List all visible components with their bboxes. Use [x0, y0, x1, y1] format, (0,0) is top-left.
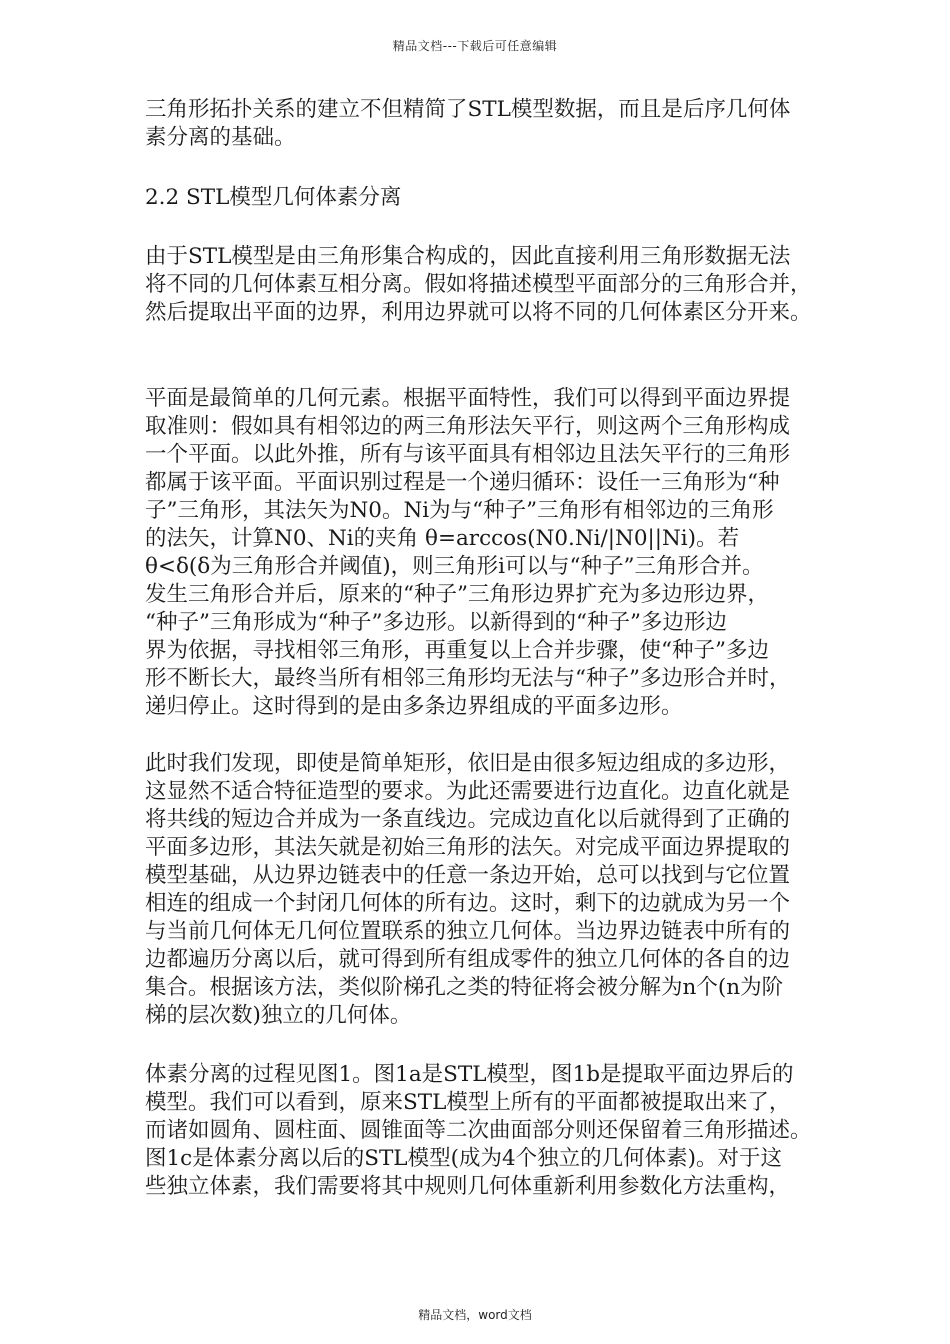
paragraph-5-line: 些独立体素，我们需要将其中规则几何体重新利用参数化方法重构，	[145, 1174, 791, 1199]
paragraph-3-line: 都属于该平面。平面识别过程是一个递归循环：设任一三角形为“种	[145, 470, 780, 495]
paragraph-4-line: 模型基础，从边界边链表中的任意一条边开始，总可以找到与它位置	[145, 863, 791, 888]
paragraph-3-line: 递归停止。这时得到的是由多条边界组成的平面多边形。	[145, 694, 683, 719]
paragraph-4-line: 边都遍历分离以后，就可得到所有组成零件的独立几何体的各自的边	[145, 947, 791, 972]
paragraph-3-line: 界为依据，寻找相邻三角形，再重复以上合并步骤，使“种子”多边	[145, 638, 769, 663]
paragraph-5-line: 图1c是体素分离以后的STL模型(成为4个独立的几何体素)。对于这	[145, 1146, 783, 1171]
paragraph-4-line: 此时我们发现，即使是简单矩形，依旧是由很多短边组成的多边形，	[145, 751, 791, 776]
section-heading: 2.2 STL模型几何体素分离	[145, 185, 402, 210]
paragraph-4-line: 梯的层次数)独立的几何体。	[145, 1003, 412, 1028]
paragraph-1-line: 素分离的基础。	[145, 125, 296, 150]
paragraph-3-line: 发生三角形合并后，原来的“种子”三角形边界扩充为多边形边界，	[145, 582, 769, 607]
paragraph-1-line: 三角形拓扑关系的建立不但精简了STL模型数据，而且是后序几何体	[145, 97, 791, 122]
page-footer: 精品文档，word文档	[418, 1308, 532, 1322]
paragraph-3-line: 平面是最简单的几何元素。根据平面特性，我们可以得到平面边界提	[145, 386, 791, 411]
page-header: 精品文档---下载后可任意编辑	[392, 39, 558, 53]
paragraph-4-line: 将共线的短边合并成为一条直线边。完成边直化以后就得到了正确的	[145, 807, 791, 832]
paragraph-4-line: 这显然不适合特征造型的要求。为此还需要进行边直化。边直化就是	[145, 779, 791, 804]
paragraph-5-line: 模型。我们可以看到，原来STL模型上所有的平面都被提取出来了，	[145, 1090, 791, 1115]
paragraph-3-line: 的法矢，计算N0、Ni的夹角 θ=arccos(N0.Ni/|N0||Ni)。若	[145, 526, 740, 551]
paragraph-3-line: 一个平面。以此外推，所有与该平面具有相邻边且法矢平行的三角形	[145, 442, 791, 467]
paragraph-3-line: “种子”三角形成为“种子”多边形。以新得到的“种子”多边形边	[145, 610, 727, 635]
paragraph-2-line: 由于STL模型是由三角形集合构成的，因此直接利用三角形数据无法	[145, 244, 791, 269]
paragraph-5-line: 体素分离的过程见图1。图1a是STL模型，图1b是提取平面边界后的	[145, 1062, 794, 1087]
paragraph-3-line: θ<δ(δ为三角形合并阈值)，则三角形i可以与“种子”三角形合并。	[145, 554, 764, 579]
paragraph-4-line: 相连的组成一个封闭几何体的所有边。这时，剩下的边就成为另一个	[145, 891, 791, 916]
paragraph-3-line: 取准则：假如具有相邻边的两三角形法矢平行，则这两个三角形构成	[145, 414, 791, 439]
paragraph-4-line: 平面多边形，其法矢就是初始三角形的法矢。对完成平面边界提取的	[145, 835, 791, 860]
paragraph-2-line: 将不同的几何体素互相分离。假如将描述模型平面部分的三角形合并，	[145, 272, 812, 297]
paragraph-2-line: 然后提取出平面的边界，利用边界就可以将不同的几何体素区分开来。	[145, 300, 812, 325]
paragraph-4-line: 与当前几何体无几何位置联系的独立几何体。当边界边链表中所有的	[145, 919, 791, 944]
paragraph-3-line: 子”三角形，其法矢为N0。Ni为与“种子”三角形有相邻边的三角形	[145, 498, 774, 523]
paragraph-5-line: 而诸如圆角、圆柱面、圆锥面等二次曲面部分则还保留着三角形描述。	[145, 1118, 812, 1143]
paragraph-4-line: 集合。根据该方法，类似阶梯孔之类的特征将会被分解为n个(n为阶	[145, 975, 784, 1000]
paragraph-3-line: 形不断长大，最终当所有相邻三角形均无法与“种子”多边形合并时，	[145, 666, 791, 691]
